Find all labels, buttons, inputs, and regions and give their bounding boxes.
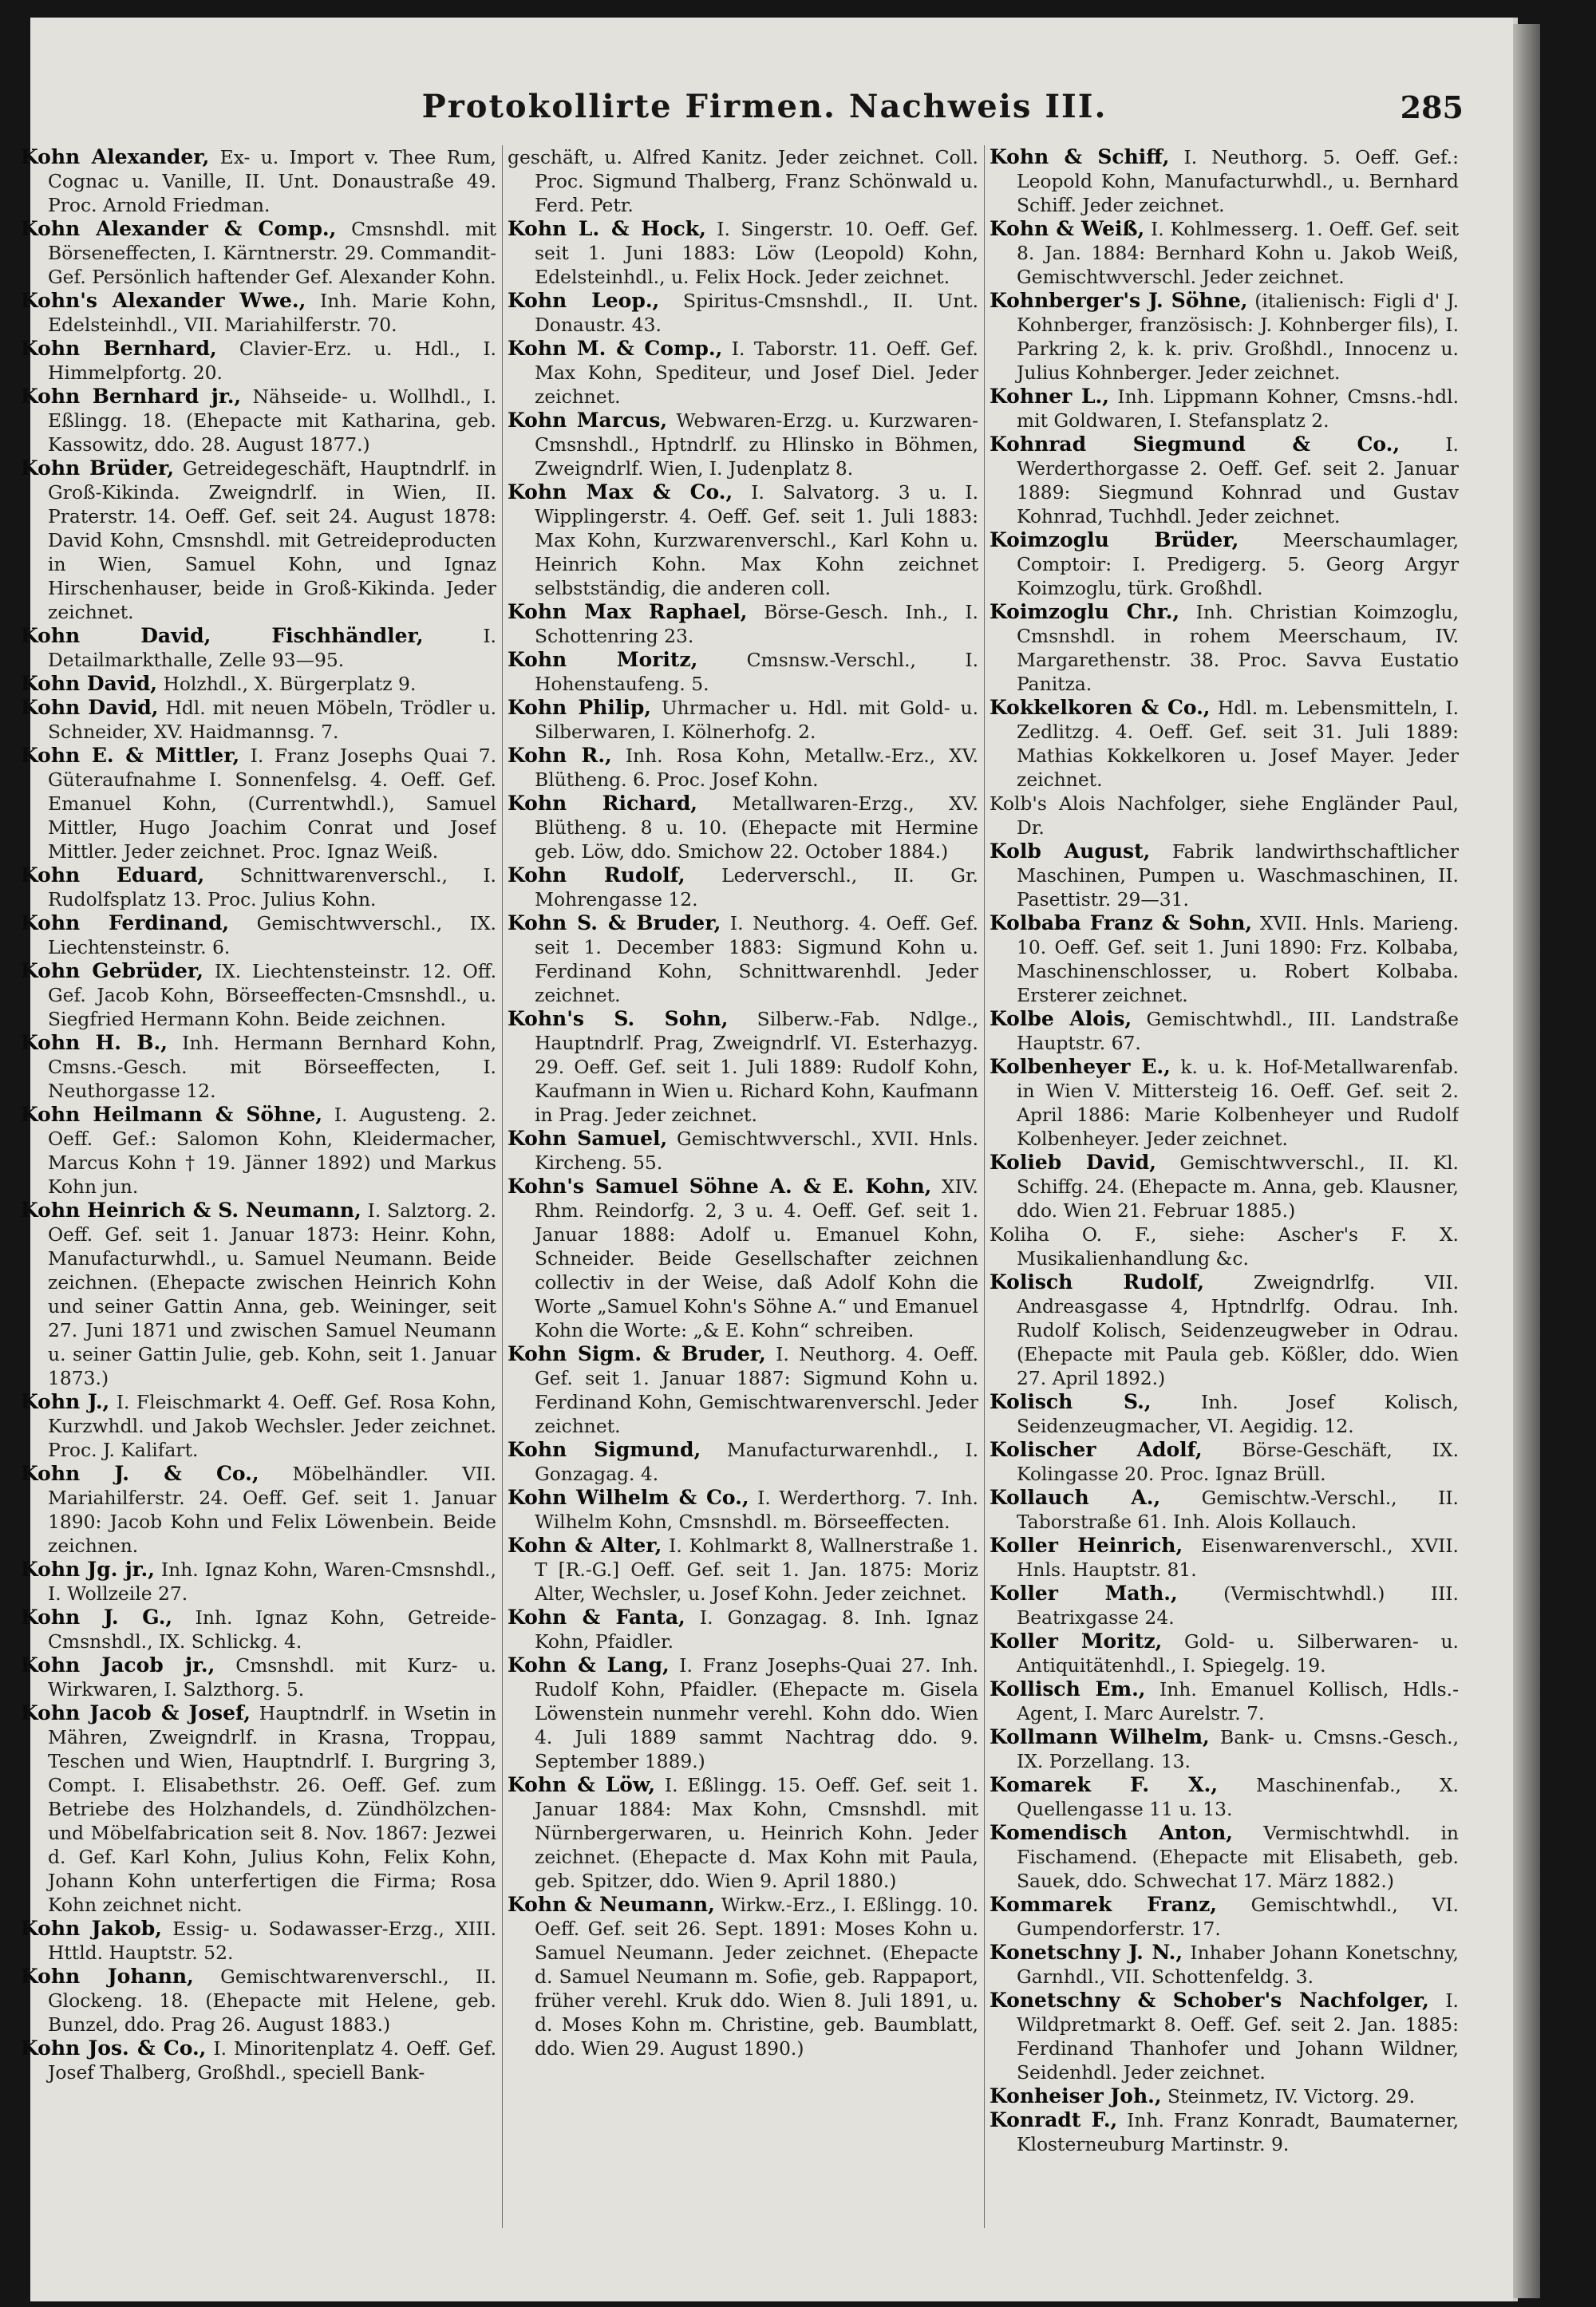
directory-entry [508,1486,978,1534]
firm-details: Börse-Geschäft, IX. Kolingasse 20. Proc. Ignaz Brüll. [1017,1439,1459,1485]
firm-details: Vermischtwhdl. in Fischamend. (Ehepacte mit Elisabeth, geb. Sauek, ddo. Schwechat 17. März 1882.) [1017,1822,1459,1892]
directory-entry [21,1031,496,1103]
directory-entry [990,1677,1459,1725]
firm-name: Konetschny & Schober's Nachfolger, [990,1989,1429,2012]
firm-name: Kohn L. & Hock, [508,217,706,240]
firm-name: Kohn M. & Comp., [508,337,723,360]
firm-details: Börse-Gesch. Inh., I. Schottenring 23. [535,601,978,647]
firm-name: Kohn & Schiff, [990,145,1170,168]
firm-name: Kohn & Fanta, [508,1606,685,1629]
directory-entry [21,385,496,456]
firm-name: Kohn Jos. & Co., [21,2036,207,2060]
firm-name: Kollisch Em., [990,1677,1146,1701]
firm-details: XVII. Hnls. Marieng. 10. Oeff. Gef. seit 1. Juni 1890: Frz. Kolbaba, Maschinenschlosser, u. Robert Kolbaba. Ersterer zeichnet. [1017,912,1459,1006]
page-title: Protokollirte Firmen. Nachweis III. [421,88,1108,125]
firm-details: Gemischtwhdl., VI. Gumpendorferstr. 17. [1017,1894,1459,1940]
firm-details: Gemischtwhdl., III. Landstraße Hauptstr. 67. [1017,1008,1459,1054]
firm-details: Inh. Hermann Bernhard Kohn, Cmsns.-Gesch. mit Börseeffecten, I. Neuthorgasse 12. [48,1032,496,1102]
directory-entry [990,1007,1459,1055]
directory-entry [990,433,1459,528]
firm-details: I. Augusteng. 2. Oeff. Gef.: Salomon Kohn, Kleidermacher, Marcus Kohn † 19. Jänner 1892) und Markus Kohn jun. [48,1104,496,1198]
firm-details: geschäft, u. Alfred Kanitz. Jeder zeichnet. Coll. Proc. Sigmund Thalberg, Franz Schönwald u. Ferd. Petr. [508,146,978,216]
firm-details: Ex- u. Import v. Thee Rum, Cognac u. Vanille, II. Unt. Donaustraße 49. Proc. Arnold Friedman. [48,146,496,216]
firm-name: Kohn & Lang, [508,1653,670,1677]
directory-entry [21,696,496,744]
directory-entry [508,480,978,600]
directory-entry [21,1653,496,1701]
firm-details: I. Kohlmarkt 8, Wallnerstraße 1. T [R.-G.] Oeff. Gef. seit 1. Jan. 1875: Moriz Alter, Wechsler, u. Josef Kohn. Jeder zeichnet. [535,1535,978,1605]
firm-details: Koliha O. F., siehe: Ascher's F. X. Musikalienhandlung &c. [990,1223,1459,1270]
directory-entry [508,1127,978,1175]
firm-name: Kohn Jg. jr., [21,1558,155,1581]
firm-details: Getreidegeschäft, Hauptndrlf. in Groß-Kikinda. Zweigndrlf. in Wien, II. Praterstr. 14. Oeff. Gef. seit 24. August 1878: David Kohn, Cmsnshdl. mit Getreideproducten in Wien, Samuel Kohn, und Ignaz Hirschenhauser, beide in Groß-Kikinda. Jeder zeichnet. [48,457,496,623]
firm-name: Kohn Jacob jr., [21,1653,215,1677]
firm-details: Eisenwarenverschl., XVII. Hnls. Hauptstr. 81. [1017,1535,1459,1581]
directory-entry [990,1630,1459,1677]
firm-details: Gemischtw.-Verschl., II. Taborstraße 61. Inh. Alois Kollauch. [1017,1487,1459,1533]
firm-name: Kommarek Franz, [990,1893,1218,1916]
firm-details: Kolb's Alois Nachfolger, siehe Engländer Paul, Dr. [990,792,1459,839]
firm-details: I. Salvatorg. 3 u. I. Wipplingerstr. 4. Oeff. Gef. seit 1. Juli 1883: Max Kohn, Kurzwarenverschl., Karl Kohn u. Heinrich Kohn. Max Kohn zeichnet selbstständig, die anderen coll. [535,481,978,599]
directory-entry [990,839,1459,911]
firm-name: Kohn S. & Bruder, [508,911,721,934]
firm-details: Webwaren-Erzg. u. Kurzwaren-Cmsnshdl., Hptndrlf. zu Hlinsko in Böhmen, Zweigndrlf. Wien, I. Judenplatz 8. [535,409,978,480]
firm-name: Kohn Philip, [508,696,652,719]
directory-entry [990,385,1459,433]
firm-name: Konheiser Joh., [990,2084,1162,2108]
directory-column-3 [990,145,1459,2236]
firm-details: Uhrmacher u. Hdl. mit Gold- u. Silberwaren, I. Kölnerhofg. 2. [535,697,978,743]
directory-entry [508,1175,978,1342]
firm-name: Kohnberger's J. Söhne, [990,289,1248,312]
firm-name: Kolbenheyer E., [990,1055,1171,1078]
directory-entry [990,1390,1459,1438]
firm-name: Kohn Brüder, [21,456,175,480]
firm-name: Kohn Richard, [508,792,698,815]
directory-entry [990,2108,1459,2156]
firm-details: Bank- u. Cmsns.-Gesch., IX. Porzellang. 13. [1017,1726,1459,1772]
firm-details: Spiritus-Cmsnshdl., II. Unt. Donaustr. 43. [535,290,978,336]
firm-name: Kohn H. B., [21,1031,168,1054]
directory-entry [990,1725,1459,1773]
firm-details: I. Neuthorg. 4. Oeff. Gef. seit 1. Januar 1887: Sigmund Kohn u. Ferdinand Kohn, Gemischtwarenverschl. Jeder zeichnet. [535,1343,978,1437]
directory-entry [508,409,978,480]
directory-entry [990,217,1459,289]
firm-name: Kohn's S. Sohn, [508,1007,729,1030]
directory-entry [21,145,496,217]
firm-name: Kohn Max Raphael, [508,600,748,623]
firm-name: Kohn R., [508,744,612,767]
directory-entry [508,1653,978,1773]
firm-details: I. Eßlingg. 15. Oeff. Gef. seit 1. Januar 1884: Max Kohn, Cmsnshdl. mit Nürnbergerwaren, u. Heinrich Kohn. Jeder zeichnet. (Ehepacte d. Max Kohn mit Paula, geb. Spitzer, ddo. Wien 9. April 1880.) [535,1774,978,1892]
directory-entry [990,1270,1459,1390]
firm-name: Kolieb David, [990,1151,1156,1174]
directory-entry [990,528,1459,600]
firm-details: Hdl. mit neuen Möbeln, Trödler u. Schneider, XV. Haidmannsg. 7. [48,697,496,743]
firm-details: Gemischtwverschl., IX. Liechtensteinstr. 6. [48,912,496,958]
firm-details: Manufacturwarenhdl., I. Gonzagag. 4. [535,1439,978,1485]
firm-name: Kohn Moritz, [508,648,698,671]
firm-details: I. Detailmarkthalle, Zelle 93—95. [48,625,496,671]
directory-entry [508,1438,978,1486]
firm-name: Kohn Gebrüder, [21,959,203,982]
firm-details: I. Gonzagag. 8. Inh. Ignaz Kohn, Pfaidler. [535,1606,978,1653]
directory-entry [990,1055,1459,1151]
firm-details: Inhaber Johann Konetschny, Garnhdl., VII. Schottenfeldg. 3. [1017,1942,1459,1988]
firm-details: Steinmetz, IV. Victorg. 29. [1167,2085,1416,2108]
firm-name: Kohn J., [21,1390,110,1413]
firm-details: Fabrik landwirthschaftlicher Maschinen, Pumpen u. Waschmaschinen, II. Pasettistr. 29—31. [1017,840,1459,911]
column-rule [984,145,985,2228]
directory-entry [990,1438,1459,1486]
firm-details: Essig- u. Sodawasser-Erzg., XIII. Httld. Hauptstr. 52. [48,1918,496,1964]
firm-details: IX. Liechtensteinstr. 12. Off. Gef. Jacob Kohn, Börseeffecten-Cmsnshdl., u. Siegfried Hermann Kohn. Beide zeichnen. [48,960,496,1030]
directory-entry [508,696,978,744]
firm-details: Inh. Josef Kolisch, Seidenzeugmacher, VI. Aegidig. 12. [1017,1391,1459,1437]
directory-entry [508,1893,978,2060]
firm-details: (Vermischtwhdl.) III. Beatrixgasse 24. [1017,1582,1459,1629]
firm-details: I. Werderthorg. 7. Inh. Wilhelm Kohn, Cmsnshdl. m. Börseeffecten. [535,1487,978,1533]
directory-entry [990,1151,1459,1223]
firm-details: Inh. Marie Kohn, Edelsteinhdl., VII. Mariahilferstr. 70. [48,290,496,336]
firm-name: Kohn's Alexander Wwe., [21,289,306,312]
firm-details: I. Fleischmarkt 4. Oeff. Gef. Rosa Kohn, Kurzwhdl. und Jakob Wechsler. Jeder zeichnet. Proc. J. Kalifart. [48,1391,496,1461]
directory-entry [21,1103,496,1199]
firm-name: Kohn Eduard, [21,863,205,887]
directory-entry [508,744,978,792]
directory-entry [21,1917,496,1965]
directory-entry [990,1821,1459,1893]
directory-entry [508,792,978,863]
firm-name: Kohn Wilhelm & Co., [508,1486,749,1509]
firm-name: Kolb August, [990,839,1151,863]
firm-name: Koller Moritz, [990,1630,1163,1653]
firm-name: Kohn's Samuel Söhne A. & E. Kohn, [508,1175,932,1198]
firm-details: I. Minoritenplatz 4. Oeff. Gef. Josef Thalberg, Großhdl., speciell Bank- [48,2037,496,2084]
directory-entry [508,145,978,217]
directory-column-1 [21,145,496,2236]
firm-details: Inh. Emanuel Kollisch, Hdls.-Agent, I. Marc Aurelstr. 7. [1017,1678,1459,1724]
firm-name: Kohn Rudolf, [508,863,685,887]
firm-details: k. u. k. Hof-Metallwarenfab. in Wien V. Mittersteig 16. Oeff. Gef. seit 2. April 1886: Marie Kolbenheyer und Rudolf Kolbenheyer. Jeder zeichnet. [1017,1056,1459,1150]
firm-details: Möbelhändler. VII. Mariahilferstr. 24. Oeff. Gef. seit 1. Januar 1890: Jacob Kohn und Felix Löwenbein. Beide zeichnen. [48,1463,496,1557]
firm-name: Kohn Leop., [508,289,660,312]
directory-entry [21,959,496,1031]
firm-details: Inh. Christian Koimzoglu, Cmsnshdl. in rohem Meerschaum, IV. Margarethenstr. 38. Proc. Savva Eustatio Panitza. [1017,601,1459,695]
directory-entry [508,1606,978,1653]
directory-entry [990,145,1459,217]
directory-entry [21,1199,496,1390]
firm-details: Nähseide- u. Wollhdl., I. Eßlingg. 18. (Ehepacte mit Katharina, geb. Kassowitz, ddo. 28. August 1877.) [48,385,496,456]
firm-name: Koller Heinrich, [990,1534,1183,1557]
firm-name: Kohn J. & Co., [21,1462,259,1485]
directory-entry [508,863,978,911]
directory-entry [990,696,1459,792]
directory-entry [990,1893,1459,1941]
directory-entry [990,600,1459,696]
firm-details: Inh. Franz Konradt, Baumaterner, Klosterneuburg Martinstr. 9. [1017,2109,1459,2155]
firm-name: Kohn Sigm. & Bruder, [508,1342,766,1365]
directory-entry [990,1941,1459,1989]
firm-name: Kollauch A., [990,1486,1161,1509]
firm-name: Kokkelkoren & Co., [990,696,1211,719]
firm-details: Hdl. m. Lebensmitteln, I. Zedlitzg. 4. Oeff. Gef. seit 31. Juli 1889: Mathias Kokkelkoren u. Josef Mayer. Jeder zeichnet. [1017,697,1459,791]
firm-name: Kollmann Wilhelm, [990,1725,1210,1748]
firm-details: I. Franz Josephs-Quai 27. Inh. Rudolf Kohn, Pfaidler. (Ehepacte m. Gisela Löwenstein nunmehr verehl. Kohn ddo. Wien 4. Juli 1889 sammt Nachtrag ddo. 9. September 1889.) [535,1654,978,1772]
directory-entry [990,289,1459,385]
firm-details: Cmsnshdl. mit Kurz- u. Wirkwaren, I. Salzthorg. 5. [48,1654,496,1701]
firm-name: Kohn Samuel, [508,1127,668,1150]
firm-details: Clavier-Erz. u. Hdl., I. Himmelpfortg. 20. [48,338,496,384]
directory-entry [990,1989,1459,2084]
directory-entry [508,648,978,696]
firm-details: Wirkw.-Erz., I. Eßlingg. 10. Oeff. Gef. seit 26. Sept. 1891: Moses Kohn u. Samuel Neumann. Jeder zeichnet. (Ehepacte d. Samuel Neumann m. Sofie, geb. Rappaport, früher verehl. Kruk ddo. Wien 8. Juli 1891, u. d. Moses Kohn m. Christine, geb. Baumblatt, ddo. Wien 29. August 1890.) [535,1894,978,2060]
firm-details: I. Franz Josephs Quai 7. Güteraufnahme I. Sonnenfelsg. 4. Oeff. Gef. Emanuel Kohn, (Currentwhdl.), Samuel Mittler, Hugo Joachim Conrat und Josef Mittler. Jeder zeichnet. Proc. Ignaz Weiß. [48,745,496,863]
firm-name: Kohn Jakob, [21,1917,162,1940]
directory-entry [990,1773,1459,1821]
directory-entry [21,1701,496,1917]
firm-details: Schnittwarenverschl., I. Rudolfsplatz 13. Proc. Julius Kohn. [48,864,496,911]
directory-entry [508,1773,978,1893]
directory-entry [21,217,496,289]
firm-name: Kohn Bernhard jr., [21,385,242,408]
directory-entry [508,289,978,337]
firm-details: Meerschaumlager, Comptoir: I. Predigerg. 5. Georg Argyr Koimzoglu, türk. Großhdl. [1017,529,1459,599]
firm-details: Maschinenfab., X. Quellengasse 11 u. 13. [1017,1774,1459,1820]
firm-name: Koimzoglu Chr., [990,600,1180,623]
firm-name: Kohn Ferdinand, [21,911,230,934]
firm-details: Gold- u. Silberwaren- u. Antiquitätenhdl., I. Spiegelg. 19. [1017,1630,1459,1677]
firm-details: I. Neuthorg. 4. Oeff. Gef. seit 1. December 1883: Sigmund Kohn u. Ferdinand Kohn, Schnittwarenhdl. Jeder zeichnet. [535,912,978,1006]
firm-details: Metallwaren-Erzg., XV. Blütheng. 8 u. 10. (Ehepacte mit Hermine geb. Löw, ddo. Smichow 22. October 1884.) [535,792,978,863]
firm-details: I. Kohlmesserg. 1. Oeff. Gef. seit 8. Jan. 1884: Bernhard Kohn u. Jakob Weiß, Gemischtwverschl. Jeder zeichnet. [1017,218,1459,288]
directory-entry [21,672,496,696]
firm-name: Kolisch S., [990,1390,1152,1413]
firm-details: Gemischtwverschl., II. Kl. Schiffg. 24. (Ehepacte m. Anna, geb. Klausner, ddo. Wien 21. Februar 1885.) [1017,1152,1459,1222]
directory-entry [990,1486,1459,1534]
firm-details: Silberw.-Fab. Ndlge., Hauptndrlf. Prag, Zweigndrlf. VI. Esterhazyg. 29. Oeff. Gef. seit 1. Juli 1889: Rudolf Kohn, Kaufmann in Wien u. Richard Kohn, Kaufmann in Prag. Jeder zeichnet. [535,1008,978,1126]
firm-details: I. Wildpretmarkt 8. Oeff. Gef. seit 2. Jan. 1885: Ferdinand Thanhofer und Johann Wildner, Seidenhdl. Jeder zeichnet. [1017,1989,1459,2084]
directory-entry [21,1462,496,1558]
directory-entry [21,624,496,672]
firm-details: Cmsnshdl. mit Börseneffecten, I. Kärntnerstr. 29. Commandit-Gef. Persönlich haftender Gef. Alexander Kohn. [48,218,496,288]
firm-details: XIV. Rhm. Reindorfg. 2, 3 u. 4. Oeff. Gef. seit 1. Januar 1888: Adolf u. Emanuel Kohn, Schneider. Beide Gesellschafter zeichnen collectiv in der Weise, daß Adolf Kohn die Worte „Samuel Kohn's Söhne A.“ und Emanuel Kohn die Worte: „& E. Kohn“ schreiben. [535,1175,978,1341]
directory-entry [990,911,1459,1007]
firm-name: Kohn J. G., [21,1606,173,1629]
page-header [46,88,1483,144]
page-number: 285 [1400,89,1464,125]
directory-entry [508,1007,978,1127]
directory-entry [21,2036,496,2084]
firm-details: I. Werderthorgasse 2. Oeff. Gef. seit 2. Januar 1889: Siegmund Kohnrad und Gustav Kohnrad, Tuchhdl. Jeder zeichnet. [1017,433,1459,527]
firm-details: Holzhdl., X. Bürgerplatz 9. [163,673,417,695]
firm-name: Kohn & Neumann, [508,1893,715,1916]
firm-details: Gemischtwverschl., XVII. Hnls. Kircheng. 55. [535,1128,978,1174]
directory-entry [508,1342,978,1438]
firm-name: Kohn Jacob & Josef, [21,1701,251,1724]
directory-entry [21,863,496,911]
firm-name: Koimzoglu Brüder, [990,528,1239,551]
directory-entry [508,600,978,648]
firm-name: Kohn Max & Co., [508,480,733,504]
firm-details: I. Salztorg. 2. Oeff. Gef. seit 1. Januar 1873: Heinr. Kohn, Manufacturwhdl., u. Samuel Neumann. Beide zeichnen. (Ehepacte zwischen Heinrich Kohn und seiner Gattin Anna, geb. Weininger, seit 27. Juni 1871 und zwischen Samuel Neumann u. seiner Gattin Julie, geb. Kohn, seit 1. Januar 1873.) [48,1199,496,1389]
directory-entry [21,1390,496,1462]
firm-name: Konradt F., [990,2108,1118,2131]
firm-name: Kohn & Löw, [508,1773,656,1796]
firm-name: Kohn Johann, [21,1965,194,1988]
firm-name: Kolischer Adolf, [990,1438,1203,1461]
firm-name: Komendisch Anton, [990,1821,1234,1844]
column-rule [502,145,503,2228]
directory-entry [508,1534,978,1606]
firm-details: (italienisch: Figli d' J. Kohnberger, französisch: J. Kohnberger fils), I. Parkring 2, k. k. priv. Großhdl., Innocenz u. Julius Kohnberger. Jeder zeichnet. [1017,290,1459,384]
directory-entry [990,1223,1459,1270]
firm-name: Kohn & Alter, [508,1534,662,1557]
firm-name: Kohn Alexander & Comp., [21,217,337,240]
firm-details: I. Neuthorg. 5. Oeff. Gef.: Leopold Kohn, Manufacturwhdl., u. Bernhard Schiff. Jeder zeichnet. [1017,146,1459,216]
firm-name: Kohn David, [21,696,159,719]
firm-name: Kohner L., [990,385,1109,408]
directory-entry [21,1965,496,2036]
directory-entry [21,1558,496,1606]
directory-entry [21,456,496,624]
firm-name: Koller Math., [990,1582,1178,1605]
firm-name: Kohn David, [21,672,157,695]
directory-entry [990,792,1459,839]
directory-entry [21,911,496,959]
page-edge-shadow [1513,24,1540,2298]
firm-details: Hauptndrlf. in Wsetin in Mähren, Zweigndrlf. in Krasna, Troppau, Teschen und Wien, Hauptndrlf. I. Burgring 3, Compt. I. Elisabethstr. 26. Oeff. Gef. zum Betriebe des Holzhandels, d. Zündhölzchen- und Möbelfabrication seit 8. Nov. 1867: Jezwei d. Gef. Karl Kohn, Julius Kohn, Felix Kohn, Johann Kohn unterfertigen die Firma; Rosa Kohn zeichnet nicht. [48,1702,496,1916]
firm-details: Zweigndrlfg. VII. Andreasgasse 4, Hptndrlfg. Odrau. Inh. Rudolf Kolisch, Seidenzeugweber in Odrau. (Ehepacte mit Paula geb. Kößler, ddo. Wien 27. April 1892.) [1017,1271,1459,1389]
directory-entry [508,337,978,409]
directory-entry [21,289,496,337]
firm-name: Kohnrad Siegmund & Co., [990,433,1400,456]
directory-column-2 [508,145,978,2236]
firm-name: Kohn Heilmann & Söhne, [21,1103,323,1126]
firm-name: Konetschny J. N., [990,1941,1183,1964]
firm-name: Kohn Marcus, [508,409,668,432]
directory-entry [990,1582,1459,1630]
firm-name: Kohn Bernhard, [21,337,217,360]
firm-name: Kohn Sigmund, [508,1438,701,1461]
directory-entry [21,1606,496,1653]
firm-name: Komarek F. X., [990,1773,1219,1796]
firm-name: Kohn David, Fischhändler, [21,624,424,647]
firm-details: Inh. Ignaz Kohn, Waren-Cmsnshdl., I. Wollzeile 27. [48,1558,496,1605]
directory-entry [508,217,978,289]
firm-details: Inh. Lippmann Kohner, Cmsns.-hdl. mit Goldwaren, I. Stefansplatz 2. [1017,385,1459,432]
directory-entry [990,1534,1459,1582]
directory-entry [990,2084,1459,2108]
directory-entry [508,911,978,1007]
firm-details: Inh. Rosa Kohn, Metallw.-Erz., XV. Blütheng. 6. Proc. Josef Kohn. [535,745,978,791]
directory-entry [21,744,496,863]
firm-name: Kolisch Rudolf, [990,1270,1205,1294]
directory-entry [21,337,496,385]
firm-name: Kolbe Alois, [990,1007,1132,1030]
firm-name: Kohn & Weiß, [990,217,1145,240]
firm-details: Inh. Ignaz Kohn, Getreide-Cmsnshdl., IX. Schlickg. 4. [48,1606,496,1653]
firm-details: Cmsnsw.-Verschl., I. Hohenstaufeng. 5. [535,649,978,695]
firm-name: Kohn Heinrich & S. Neumann, [21,1199,361,1222]
firm-details: I. Taborstr. 11. Oeff. Gef. Max Kohn, Spediteur, und Josef Diel. Jeder zeichnet. [535,338,978,408]
firm-name: Kohn Alexander, [21,145,210,168]
firm-details: I. Singerstr. 10. Oeff. Gef. seit 1. Juni 1883: Löw (Leopold) Kohn, Edelsteinhdl., u. Felix Hock. Jeder zeichnet. [535,218,978,288]
firm-details: Lederverschl., II. Gr. Mohrengasse 12. [535,864,978,911]
firm-name: Kolbaba Franz & Sohn, [990,911,1253,934]
firm-name: Kohn E. & Mittler, [21,744,240,767]
firm-details: Gemischtwarenverschl., II. Glockeng. 18. (Ehepacte mit Helene, geb. Bunzel, ddo. Prag 26. August 1883.) [48,1965,496,2036]
